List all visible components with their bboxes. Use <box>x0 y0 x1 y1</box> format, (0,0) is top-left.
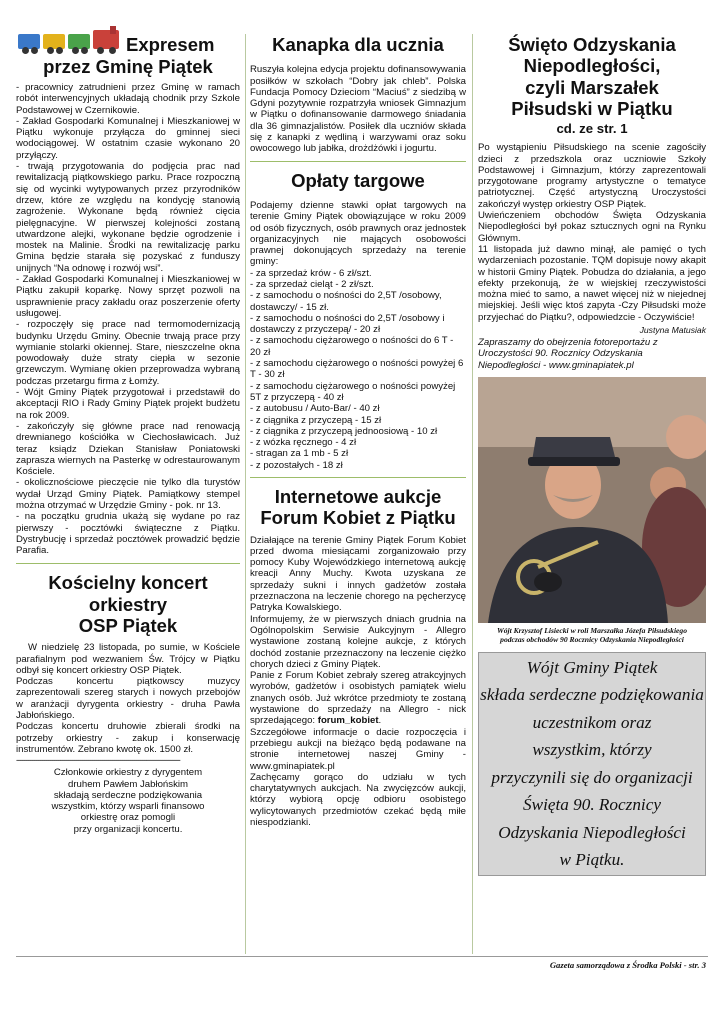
section-title: Kościelny koncert orkiestry OSP Piątek <box>48 572 208 636</box>
thanks-box <box>478 652 706 876</box>
train-logo <box>16 28 116 54</box>
aukcje-text: Szczegółowe informacje o dacie rozpoczęcia i przebiegu aukcji na bieżąco będą podawane na stronie internetowej naszej Gminy - www.gminapiatek.pl Zachęcamy gorąco do udziału w tych charytatywnych aukcjach. Na zwycięzców aukcji, którzy wybiorą opcję odbioru osobistego wylicytowanych przedmiotów czekać będą miłe niespodzianki. <box>250 726 466 828</box>
concert-thanks: Członkowie orkiestry z dyrygentem druhem Pawłem Jabłońskim składają serdeczne podziękowania wszystkim, którzy wsparli finansowo orkiestrę oraz pomogli przy organizacji koncertu. <box>51 767 205 835</box>
column-1 <box>16 34 240 835</box>
section-divider <box>250 161 466 162</box>
dashed-separator: ---------------------------------------------------------------------------------- <box>16 755 180 766</box>
fee-item: - z samochodu ciężarowego o nośności powyżej 5T z przyczepą - 40 zł <box>250 380 456 403</box>
concert-body: W niedzielę 23 listopada, po sumie, w Kościele parafialnym pod wezwaniem Św. Trójcy w Piątku odbył się koncert orkiestry OSP Piątek. Podczas koncertu piątkowscy muzycy zaprezentowali szereg starych i nowych przebojów w aranżacji dyrygenta orkiestry - druha Pawła Jabłońskiego. Podczas koncertu druhowie zbierali środki na potrzeby orkiestry - zakup i konserwację instrumentów. Zebrano kwotę ok. 1500 zł. <box>16 642 240 755</box>
aukcje-body: Działające na terenie Gminy Piątek Forum Kobiet przed dwoma miesiącami zorganizowało przy pomocy Kuby Wojewódzkiego internetową aukcję kreacji Anny Muchy. Kwota uzyskana ze sprzedaży sukni i innych gadżetów została przeznaczona na leczenie chorego na pęcherzycę Patryka Kowalskiego. Informujemy, że w pierwszych dniach grudnia na Ogólnopolskim Serwisie Aukcyjnym - Allegro wystawione zostaną kolejne aukcje, z których dochód zostanie przeznaczony na leczenie ciężko chorych dzieci z Gminy Piątek. Panie z Forum Kobiet zebrały szereg atrakcyjnych wyrobów, gadżetów i osobistych pamiątek wielu znanych osób. Już wkrótce przedmioty te zostaną wystawione do sprzedaży na Allegro - nick sprzedającego: forum_kobiet. Szczegółowe informacje o dacie rozpoczęcia i przebiegu aukcji na bieżąco będą podawane na stronie internetowej naszej Gminy - www.gminapiatek.pl Zachęcamy gorąco do udziału w tych charytatywnych aukcjach. Na zwycięzców aukcji, którzy wybiorą opcję odbioru osobistego wylicytowanych przedmiotów czekać będą miłe niespodzianki. <box>250 534 466 828</box>
expresem-body: - pracownicy zatrudnieni przez Gminę w ramach robót interwencyjnych układają chodnik przy Szkole Podstawowej w Czernikowie. - Zakład Gospodarki Komunalnej i Mieszkaniowej w Piątku wykonuje przyłącza do gminnej sieci wodociągowej. W ostatnim czasie wykonano 20 przyłączy. - trwają przygotowania do podjęcia prac nad rewitalizacją piątkowskiego parku. Prace rozpoczną się od wycinki wytypowanych przez przyrodników drzew, które ze względu na kondycję stanowią zagrożenie. Wykonane będą również cięcia pielęgnacyjne. W pierwszej kolejności zostaną utwardzone alejki, wykonane będzie ogrodzenie i mostek na Malinie. Środki na rewitalizację parku Gmina będzie starała się pozyskać z funduszy unijnych “Na odnowę i rozwój wsi”. - Zakład Gospodarki Komunalnej i Mieszkaniowej w Piątku zakupił koparkę. Nowy sprzęt pozwoli na usprawnienie pracy zakładu oraz poszerzenie oferty usługowej. - rozpoczęły się prace nad termomodernizacją budynku Urzędu Gminy. Obecnie trwają prace przy wymianie stolarki okiennej. Stare, nieszczelne okna powodowały duże straty ciepła w sezonie grzewczym. Wymianę okien przeprowadza wybraną podczas przetargu firma z Łomży. - Wójt Gminy Piątek przygotował i przedstawił do akceptacji RIO i Rady Gminy Piątek projekt budżetu na rok 2009. - zakończyły się główne prace nad renowacją drewnianego kościółka w Ciechosławicach. Już teraz ksiądz Dziekan Stanisław Poniatowski zaprasza wiernych na Pasterkę w odrestaurowanym Kościele. - okolicznościowe pieczęcie nie tylko dla turystów wydał Urząd Gminy Piątek. Pamiątkowy stempel można otrzymać w Urzędzie Gminy - pok. nr 13. - na początku grudnia ukażą się wydane po raz pierwszy - pocztówki świąteczne z Piątku. Dystrybucję i sprzedaż pocztówek prowadzić będzie Parafia. <box>16 82 240 557</box>
page-footer: Gazeta samorządowa z Środka Polski - str. 3 <box>549 960 706 970</box>
column-divider <box>472 34 473 954</box>
auction-nick: forum_kobiet <box>317 715 379 727</box>
column-divider <box>245 34 246 954</box>
fee-list <box>250 268 466 471</box>
section-title: Święto Odzyskania Niepodległości, czyli Marszałek Piłsudski w Piątku <box>508 34 676 119</box>
fee-item: - z wózka ręcznego - 4 zł <box>250 437 357 449</box>
section-title: Opłaty targowe <box>291 169 425 191</box>
photo-caption: Wójt Krzysztof Lisiecki w roli Marszałka Józefa Piłsudskiego podczas obchodów 90 Rocznicy Odzyskania Niepodległości <box>496 625 688 644</box>
event-photo <box>478 377 706 623</box>
section-divider <box>16 563 240 564</box>
photo-invite: Zapraszamy do obejrzenia fotoreportażu z Uroczystości 90. Rocznicy Odzyskania Niepodległości - www.gminapiatek.pl <box>478 336 658 371</box>
expresem-header <box>16 34 240 82</box>
swieto-body: Po wystąpieniu Piłsudskiego na scenie zagościły dzieci z przedszkola oraz uczniowie Szkoły Podstawowej i Gimnazjum, którzy zaprezentowali przygotowane programy artystyczne o tematyce patriotycznej. Część artystyczną Uroczystości zakończył występ orkiestry OSP Piątek. Uwieńczeniem obchodów Święta Odzyskania Niepodległości był pokaz sztucznych ogni na Rynku Głównym. 11 listopada już dawno minął, ale pamięć o tych wydarzeniach pozostanie. TQM dopisuje nowy akapit w historii Gminy Piątek. Pobudza do działania, a jego efekty przekonują, że w wiejskiej rzeczywistości można mieć to samo, a nawet więcej niż w niejednej miejskiej. Jeśli więc ktoś zapyta -Czy Piłsudski może przyjechać do Piątku?, odpowiedzcie - Oczywiście! <box>478 142 706 323</box>
fee-item: - z autobusu / Auto-Bar/ - 40 zł <box>250 403 380 415</box>
section-title: Expresem <box>126 34 215 55</box>
section-title: Internetowe aukcje Forum Kobiet z Piątku <box>260 486 456 529</box>
fee-item: - z pozostałych - 18 zł <box>250 459 343 471</box>
fee-item: - z samochodu ciężarowego o nośności do 6 T - 20 zł <box>250 335 454 358</box>
fee-item: - stragan za 1 mb - 5 zł <box>250 448 349 460</box>
section-title: Kanapka dla ucznia <box>272 34 444 55</box>
fee-item: - z ciągnika z przyczepą - 15 zł <box>250 414 382 426</box>
column-2 <box>250 34 466 828</box>
aukcje-text: Działające na terenie Gminy Piątek Forum Kobiet przed dwoma miesiącami zorganizowało przy pomocy Kuby Wojewódzkiego internetową aukcję kreacji Anny Muchy. Kwota uzyskana ze sprzedaży sukni i innych gadżetów została przeznaczona na leczenie chorego na pęcherzycę Patryka Kowalskiego. Informujemy, że w pierwszych dniach grudnia na Ogólnopolskim Serwisie Aukcyjnym - Allegro wystawione zostaną kolejne aukcje, z których dochód zostanie przeznaczony na leczenie ciężko chorych dzieci z Gminy Piątek. Panie z Forum Kobiet zebrały szereg atrakcyjnych wyrobów, gadżetów i osobistych pamiątek wielu znanych osób. Już wkrótce przedmioty te zostaną wystawione do sprzedaży na Allegro - nick sprzedającego: <box>250 534 466 727</box>
author-signature: Justyna Matusiak <box>639 324 706 335</box>
fee-item: - za sprzedaż krów - 6 zł/szt. <box>250 267 372 279</box>
fee-item: - z samochodu ciężarowego o nośności powyżej 6 T - 30 zł <box>250 358 464 381</box>
section-divider <box>250 477 466 478</box>
section-title: przez Gminę Piątek <box>43 56 213 77</box>
kanapka-body: Ruszyła kolejna edycja projektu dofinansowywania posiłków w szkołach “Dobry jak chleb”. Polska Fundacja Pomocy Dzieciom “Maciuś” z siedzibą w Gdyni pozytywnie rozpatrzyła wniosek Gimnazjum w Piątku o dofinansowanie darmowego śniadania dla 36 gimnazjalistów. Posiłek dla uczniów składa się z kanapki z wędliną i warzywami oraz soku owocowego lub jabłka, drożdżówki i jogurtu. <box>250 64 466 155</box>
thanks-text: Wójt Gminy Piątek składa serdeczne podziękowania uczestnikom oraz wszystkim, którzy przyczynili się do organizacji Święta 90. Rocznicy Odzyskania Niepodległości w Piątku. <box>480 657 704 870</box>
column-3 <box>478 34 706 876</box>
fee-item: - z ciągnika z przyczepą jednoosiową - 10 zł <box>250 425 438 437</box>
fee-item: - z samochodu o nośności do 2,5T /osobowy i dostawczy z przyczepą/ - 20 zł <box>250 312 445 336</box>
fee-item: - z samochodu o nośności do 2,5T /osobowy, dostawczy/ - 15 zł. <box>250 290 442 313</box>
section-subtitle: cd. ze str. 1 <box>556 121 628 137</box>
footer-divider <box>16 956 708 957</box>
fee-item: - za sprzedaż cieląt - 2 zł/szt. <box>250 278 374 290</box>
oplaty-body: Podajemy dzienne stawki opłat targowych na terenie Gminy Piątek obowiązujące w roku 2009 od osób fizycznych, osób prawnych oraz jednostek organizacyjnych nie mających osobowości prawnej dokonujących sprzedaży na terenie gminy: <box>250 199 466 268</box>
